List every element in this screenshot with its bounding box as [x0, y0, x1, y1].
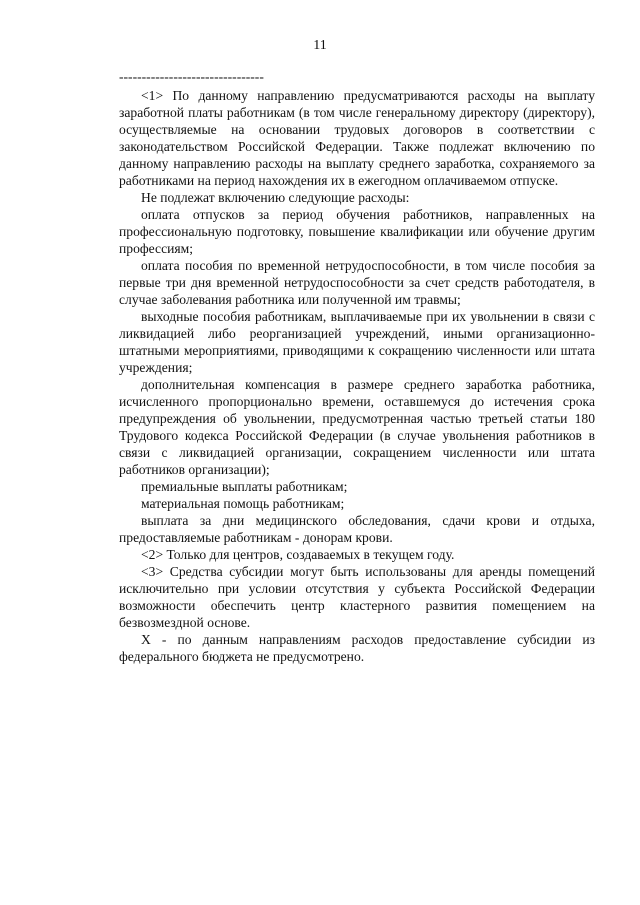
- page-number: 11: [313, 38, 327, 53]
- footnote-separator: --------------------------------: [119, 69, 264, 84]
- footnote-1: <1> По данному направлению предусматриваются расходы на выплату заработной платы работникам (в том числе генеральному директору (директору), осуществляемые на основании трудовых договоров в соответствии с законодательством Российской Федерации. Также подлежат включению по данному направлению расходы на выплату среднего заработка, сохраняемого за работниками на период нахождения их в ежегодном оплачиваемом отпуске.: [119, 88, 595, 188]
- excluded-item-severance: выходные пособия работникам, выплачиваемые при их увольнении в связи с ликвидацией либо реорганизацией учреждений, иными организационно-штатными мероприятиями, приводящими к сокращению численности или штата учреждения;: [119, 309, 595, 375]
- excluded-item-donor-days: выплата за дни медицинского обследования, сдачи крови и отдыха, предоставляемые работникам - донорам крови.: [119, 513, 595, 545]
- excluded-item-sick-pay: оплата пособия по временной нетрудоспособности, в том числе пособия за первые три дня временной нетрудоспособности за счет средств работодателя, в случае заболевания работника или полученной им травмы;: [119, 258, 595, 307]
- footnotes-section: [119, 68, 595, 665]
- footnote-3: <3> Средства субсидии могут быть использованы для аренды помещений исключительно при условии отсутствия у субъекта Российской Федерации возможности обеспечить центр кластерного развития помещением на безвозмездной основе.: [119, 564, 595, 630]
- excluded-expenses-heading: Не подлежат включению следующие расходы:: [141, 190, 410, 205]
- excluded-item-training-leave: оплата отпусков за период обучения работников, направленных на профессиональную подготовку, повышение квалификации или обучение другим профессиям;: [119, 207, 595, 256]
- excluded-item-material-aid: материальная помощь работникам;: [141, 496, 345, 511]
- footnote-2: <2> Только для центров, создаваемых в текущем году.: [141, 547, 455, 562]
- excluded-item-bonuses: премиальные выплаты работникам;: [141, 479, 348, 494]
- footnote-x: X - по данным направлениям расходов предоставление субсидии из федерального бюджета не предусмотрено.: [119, 632, 595, 664]
- excluded-item-compensation: дополнительная компенсация в размере среднего заработка работника, исчисленного пропорционально времени, оставшемуся до истечения срока предупреждения об увольнении, предусмотренная частью третьей статьи 180 Трудового кодекса Российской Федерации (в случае увольнения работников в связи с ликвидацией организации, сокращением численности или штата работников организации);: [119, 377, 595, 477]
